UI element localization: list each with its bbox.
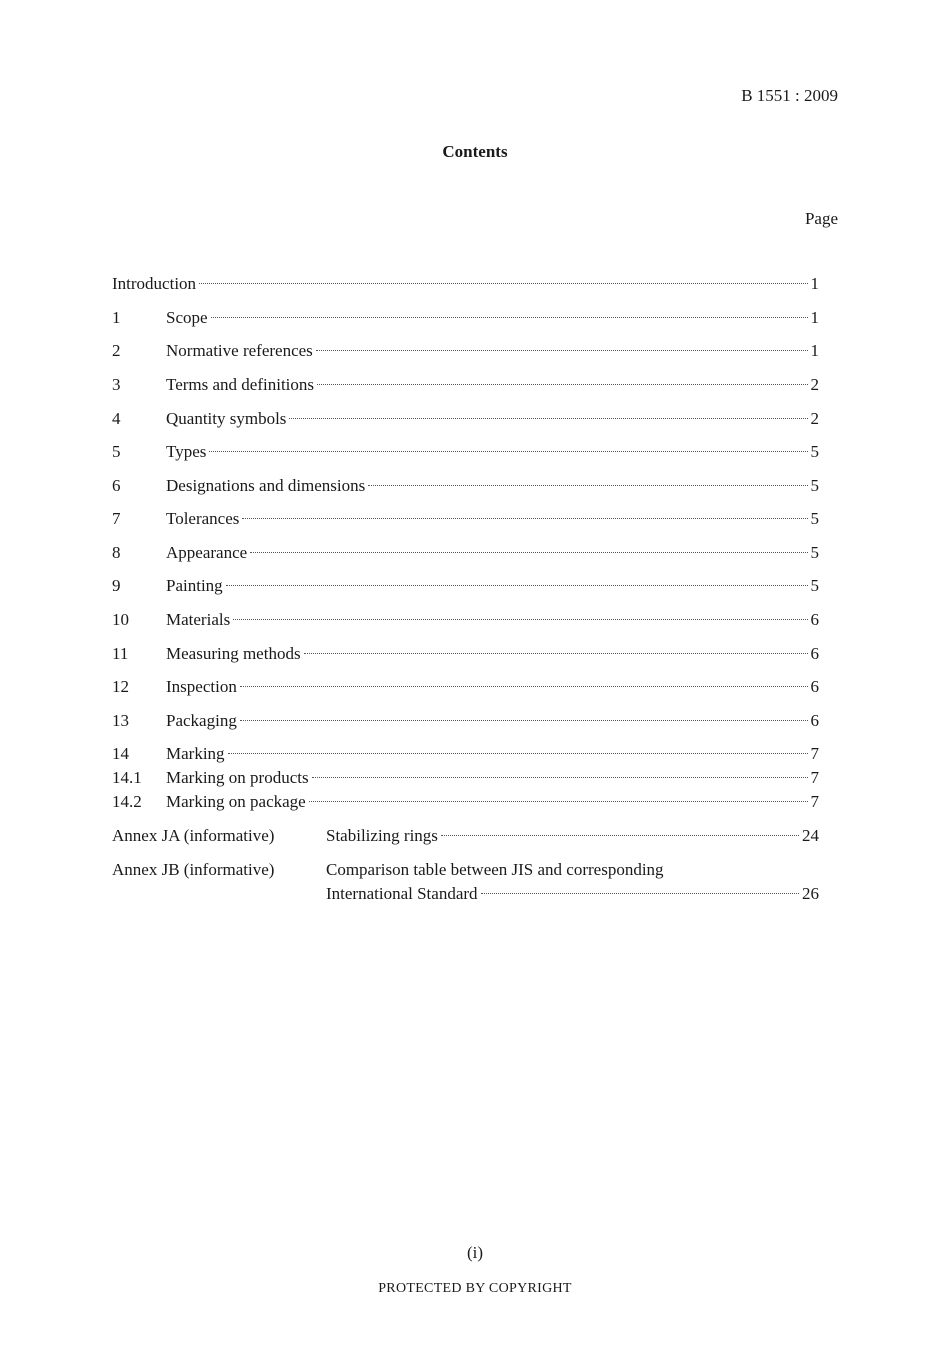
dot-leader bbox=[368, 485, 807, 486]
toc-page: 1 bbox=[810, 341, 819, 360]
toc-page: 5 bbox=[810, 476, 819, 495]
toc-label: Inspection bbox=[166, 677, 237, 696]
dot-leader bbox=[316, 350, 808, 351]
toc-annex-jb[interactable] bbox=[112, 860, 819, 880]
toc-number: 4 bbox=[112, 409, 121, 428]
dot-leader bbox=[228, 753, 808, 754]
toc-entry-introduction[interactable] bbox=[112, 274, 819, 294]
dot-leader bbox=[211, 317, 808, 318]
toc-page: 6 bbox=[810, 610, 819, 629]
toc-label: International Standard bbox=[326, 884, 478, 903]
toc-label: Tolerances bbox=[166, 509, 240, 528]
toc-label: Marking bbox=[166, 744, 225, 763]
dot-leader bbox=[233, 619, 807, 620]
toc-label: Measuring methods bbox=[166, 644, 301, 663]
toc-entry[interactable] bbox=[112, 610, 819, 630]
toc-entry[interactable] bbox=[112, 476, 819, 496]
annex-lead: Annex JA (informative) bbox=[112, 826, 275, 845]
toc-number: 3 bbox=[112, 375, 121, 394]
dot-leader bbox=[309, 801, 808, 802]
toc-page: 7 bbox=[810, 792, 819, 811]
toc-page: 5 bbox=[810, 509, 819, 528]
dot-leader bbox=[250, 552, 807, 553]
toc-label: Comparison table between JIS and corresponding bbox=[326, 860, 664, 879]
toc-label: Normative references bbox=[166, 341, 313, 360]
toc-page: 5 bbox=[810, 543, 819, 562]
toc-page: 6 bbox=[810, 711, 819, 730]
dot-leader bbox=[240, 686, 808, 687]
page-folio: (i) bbox=[466, 1243, 484, 1262]
toc-label: Marking on package bbox=[166, 792, 306, 811]
toc-page: 24 bbox=[802, 826, 819, 845]
toc-entry[interactable] bbox=[112, 768, 819, 788]
toc-number: 14.2 bbox=[112, 792, 142, 811]
toc-number: 14 bbox=[112, 744, 129, 763]
toc-entry[interactable] bbox=[112, 442, 819, 462]
toc-page: 2 bbox=[810, 409, 819, 428]
copyright-notice: PROTECTED BY COPYRIGHT bbox=[378, 1281, 572, 1296]
page-title: Contents bbox=[442, 142, 508, 161]
toc-entry[interactable] bbox=[112, 711, 819, 731]
toc-number: 11 bbox=[112, 644, 129, 663]
toc-number: 10 bbox=[112, 610, 129, 629]
toc-label: Packaging bbox=[166, 711, 237, 730]
standard-number: B 1551 : 2009 bbox=[741, 86, 838, 105]
toc-number: 5 bbox=[112, 442, 121, 461]
toc-annex-jb-continued[interactable] bbox=[326, 884, 819, 904]
toc-annex-ja[interactable] bbox=[112, 826, 819, 846]
toc-entry[interactable] bbox=[112, 644, 819, 664]
toc-number: 6 bbox=[112, 476, 121, 495]
toc-page: 6 bbox=[810, 644, 819, 663]
toc-page: 6 bbox=[810, 677, 819, 696]
toc-entry[interactable] bbox=[112, 576, 819, 596]
toc-entry[interactable] bbox=[112, 792, 819, 812]
dot-leader bbox=[304, 653, 808, 654]
dot-leader bbox=[312, 777, 808, 778]
toc-entry[interactable] bbox=[112, 409, 819, 429]
toc-number: 14.1 bbox=[112, 768, 142, 787]
toc-number: 7 bbox=[112, 509, 121, 528]
toc-label: Stabilizing rings bbox=[326, 826, 438, 845]
toc-entry[interactable] bbox=[112, 341, 819, 361]
dot-leader bbox=[242, 518, 807, 519]
toc-entry[interactable] bbox=[112, 543, 819, 563]
toc-label: Types bbox=[166, 442, 207, 461]
toc-number: 9 bbox=[112, 576, 121, 595]
toc-label: Quantity symbols bbox=[166, 409, 287, 428]
toc-number: 12 bbox=[112, 677, 129, 696]
toc-page: 1 bbox=[810, 274, 819, 293]
dot-leader bbox=[441, 835, 799, 836]
toc-number: 1 bbox=[112, 308, 121, 327]
toc-page: 7 bbox=[810, 744, 819, 763]
toc-label: Marking on products bbox=[166, 768, 309, 787]
toc-page: 1 bbox=[810, 308, 819, 327]
toc-label: Designations and dimensions bbox=[166, 476, 366, 495]
toc-page: 5 bbox=[810, 576, 819, 595]
toc-number: 8 bbox=[112, 543, 121, 562]
toc-number: 2 bbox=[112, 341, 121, 360]
toc-label: Scope bbox=[166, 308, 208, 327]
dot-leader bbox=[481, 893, 799, 894]
dot-leader bbox=[226, 585, 808, 586]
page-column-label: Page bbox=[804, 209, 838, 228]
toc-page: 2 bbox=[810, 375, 819, 394]
dot-leader bbox=[289, 418, 807, 419]
toc-page: 7 bbox=[810, 768, 819, 787]
dot-leader bbox=[317, 384, 807, 385]
toc-number: 13 bbox=[112, 711, 129, 730]
dot-leader bbox=[240, 720, 808, 721]
dot-leader bbox=[199, 283, 807, 284]
toc-page: 26 bbox=[802, 884, 819, 903]
toc-entry[interactable] bbox=[112, 375, 819, 395]
toc-label: Painting bbox=[166, 576, 223, 595]
annex-lead: Annex JB (informative) bbox=[112, 860, 275, 879]
dot-leader bbox=[209, 451, 807, 452]
toc-label: Materials bbox=[166, 610, 231, 629]
toc-entry[interactable] bbox=[112, 509, 819, 529]
toc-entry[interactable] bbox=[112, 677, 819, 697]
toc-label: Introduction bbox=[112, 274, 197, 293]
toc-label: Terms and definitions bbox=[166, 375, 315, 394]
toc-page: 5 bbox=[810, 442, 819, 461]
toc-entry[interactable] bbox=[112, 308, 819, 328]
toc-entry[interactable] bbox=[112, 744, 819, 764]
toc-label: Appearance bbox=[166, 543, 248, 562]
